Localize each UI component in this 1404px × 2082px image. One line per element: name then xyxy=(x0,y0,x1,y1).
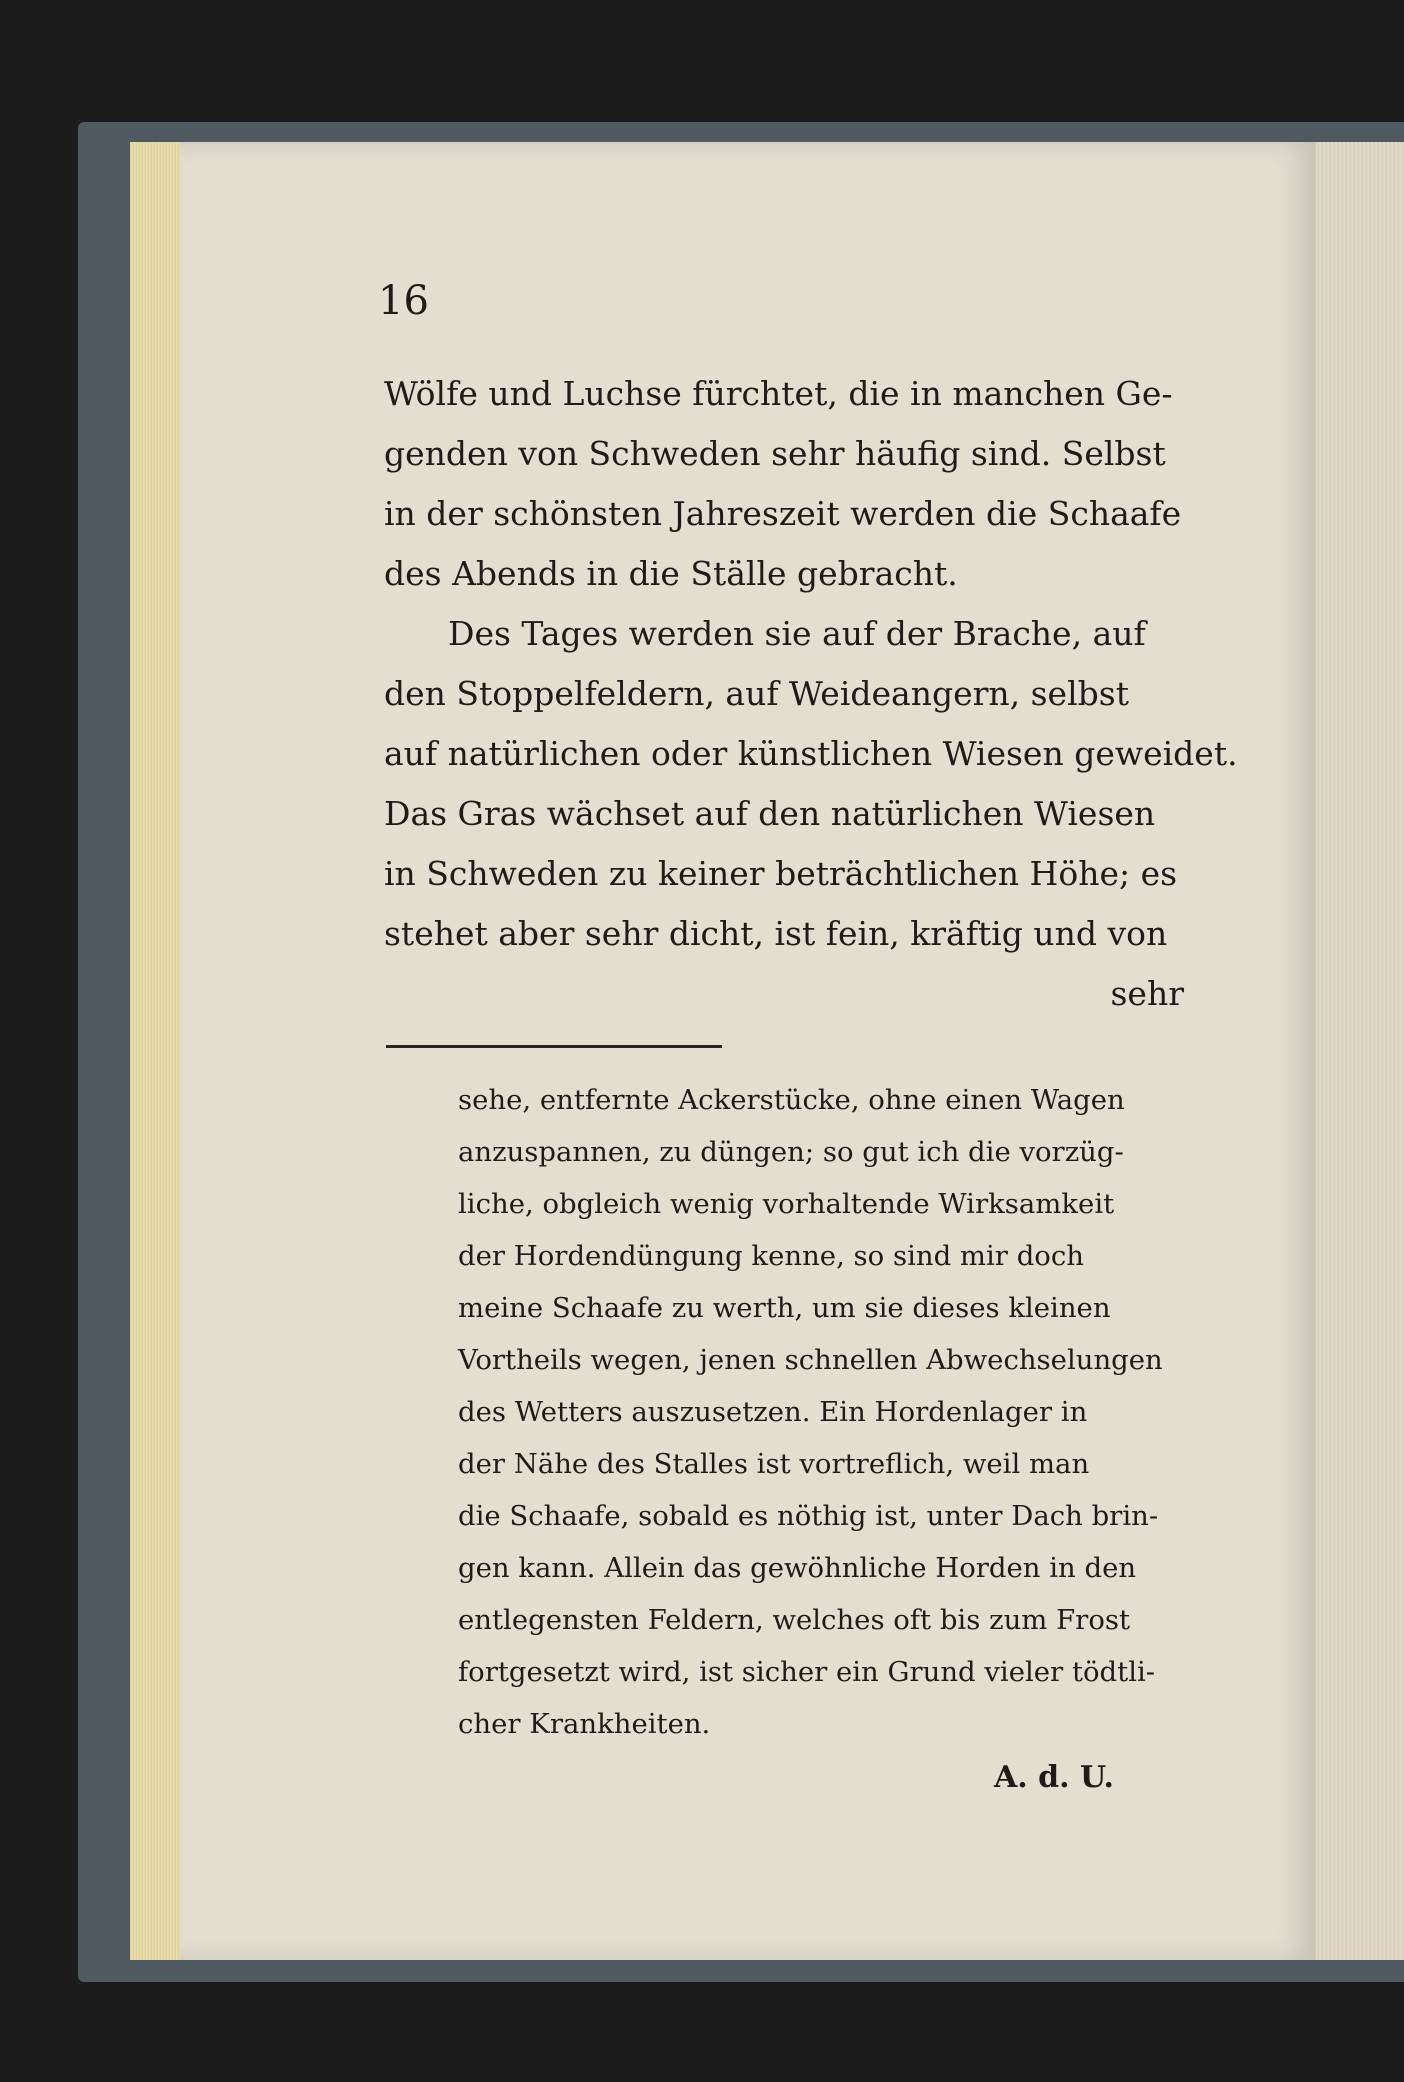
footnote xyxy=(458,1074,1184,1750)
footnote-line: liche, obgleich wenig vorhaltende Wirksamkeit xyxy=(458,1188,1115,1220)
footnote-line: cher Krankheiten. xyxy=(458,1708,711,1740)
text-line: in Schweden zu keiner beträchtlichen Höhe; es xyxy=(384,854,1178,893)
footnote-line: anzuspannen, zu düngen; so gut ich die vorzüg- xyxy=(458,1136,1124,1168)
book-page xyxy=(180,142,1316,1960)
text-line: Das Gras wächset auf den natürlichen Wiesen xyxy=(384,794,1156,833)
footnote-line: gen kann. Allein das gewöhnliche Horden in den xyxy=(458,1552,1137,1584)
text-line: den Stoppelfeldern, auf Weideangern, selbst xyxy=(384,674,1129,713)
text-line: genden von Schweden sehr häufig sind. Selbst xyxy=(384,434,1166,473)
text-line: Wölfe und Luchse fürchtet, die in manchen Ge- xyxy=(384,374,1173,413)
footnote-line: fortgesetzt wird, ist sicher ein Grund vieler tödtli- xyxy=(458,1656,1156,1688)
footnote-signature: A. d. U. xyxy=(994,1760,1114,1795)
right-page-edges xyxy=(1310,142,1404,1960)
footnote-line: die Schaafe, sobald es nöthig ist, unter Dach brin- xyxy=(458,1500,1159,1532)
text-line: auf natürlichen oder künstlichen Wiesen geweidet. xyxy=(384,734,1238,773)
footnote-line: Vortheils wegen, jenen schnellen Abwechselungen xyxy=(458,1344,1163,1376)
text-line: Des Tages werden sie auf der Brache, auf xyxy=(448,614,1146,653)
page-number: 16 xyxy=(378,278,429,324)
footnote-line: der Hordendüngung kenne, so sind mir doch xyxy=(458,1240,1084,1272)
text-line: in der schönsten Jahreszeit werden die Schaafe xyxy=(384,494,1182,533)
footnote-line: des Wetters auszusetzen. Ein Hordenlager in xyxy=(458,1396,1088,1428)
text-line: des Abends in die Ställe gebracht. xyxy=(384,554,958,593)
footnote-divider xyxy=(386,1045,722,1048)
footnote-line: sehe, entfernte Ackerstücke, ohne einen Wagen xyxy=(458,1084,1125,1116)
footnote-line: entlegensten Feldern, welches oft bis zum Frost xyxy=(458,1604,1131,1636)
text-line: stehet aber sehr dicht, ist fein, kräftig und von xyxy=(384,914,1168,953)
footnote-line: meine Schaafe zu werth, um sie dieses kleinen xyxy=(458,1292,1111,1324)
main-text xyxy=(384,364,1238,1024)
catchword: sehr xyxy=(1110,974,1184,1013)
footnote-line: der Nähe des Stalles ist vortreflich, weil man xyxy=(458,1448,1090,1480)
left-page-edges xyxy=(130,142,182,1960)
